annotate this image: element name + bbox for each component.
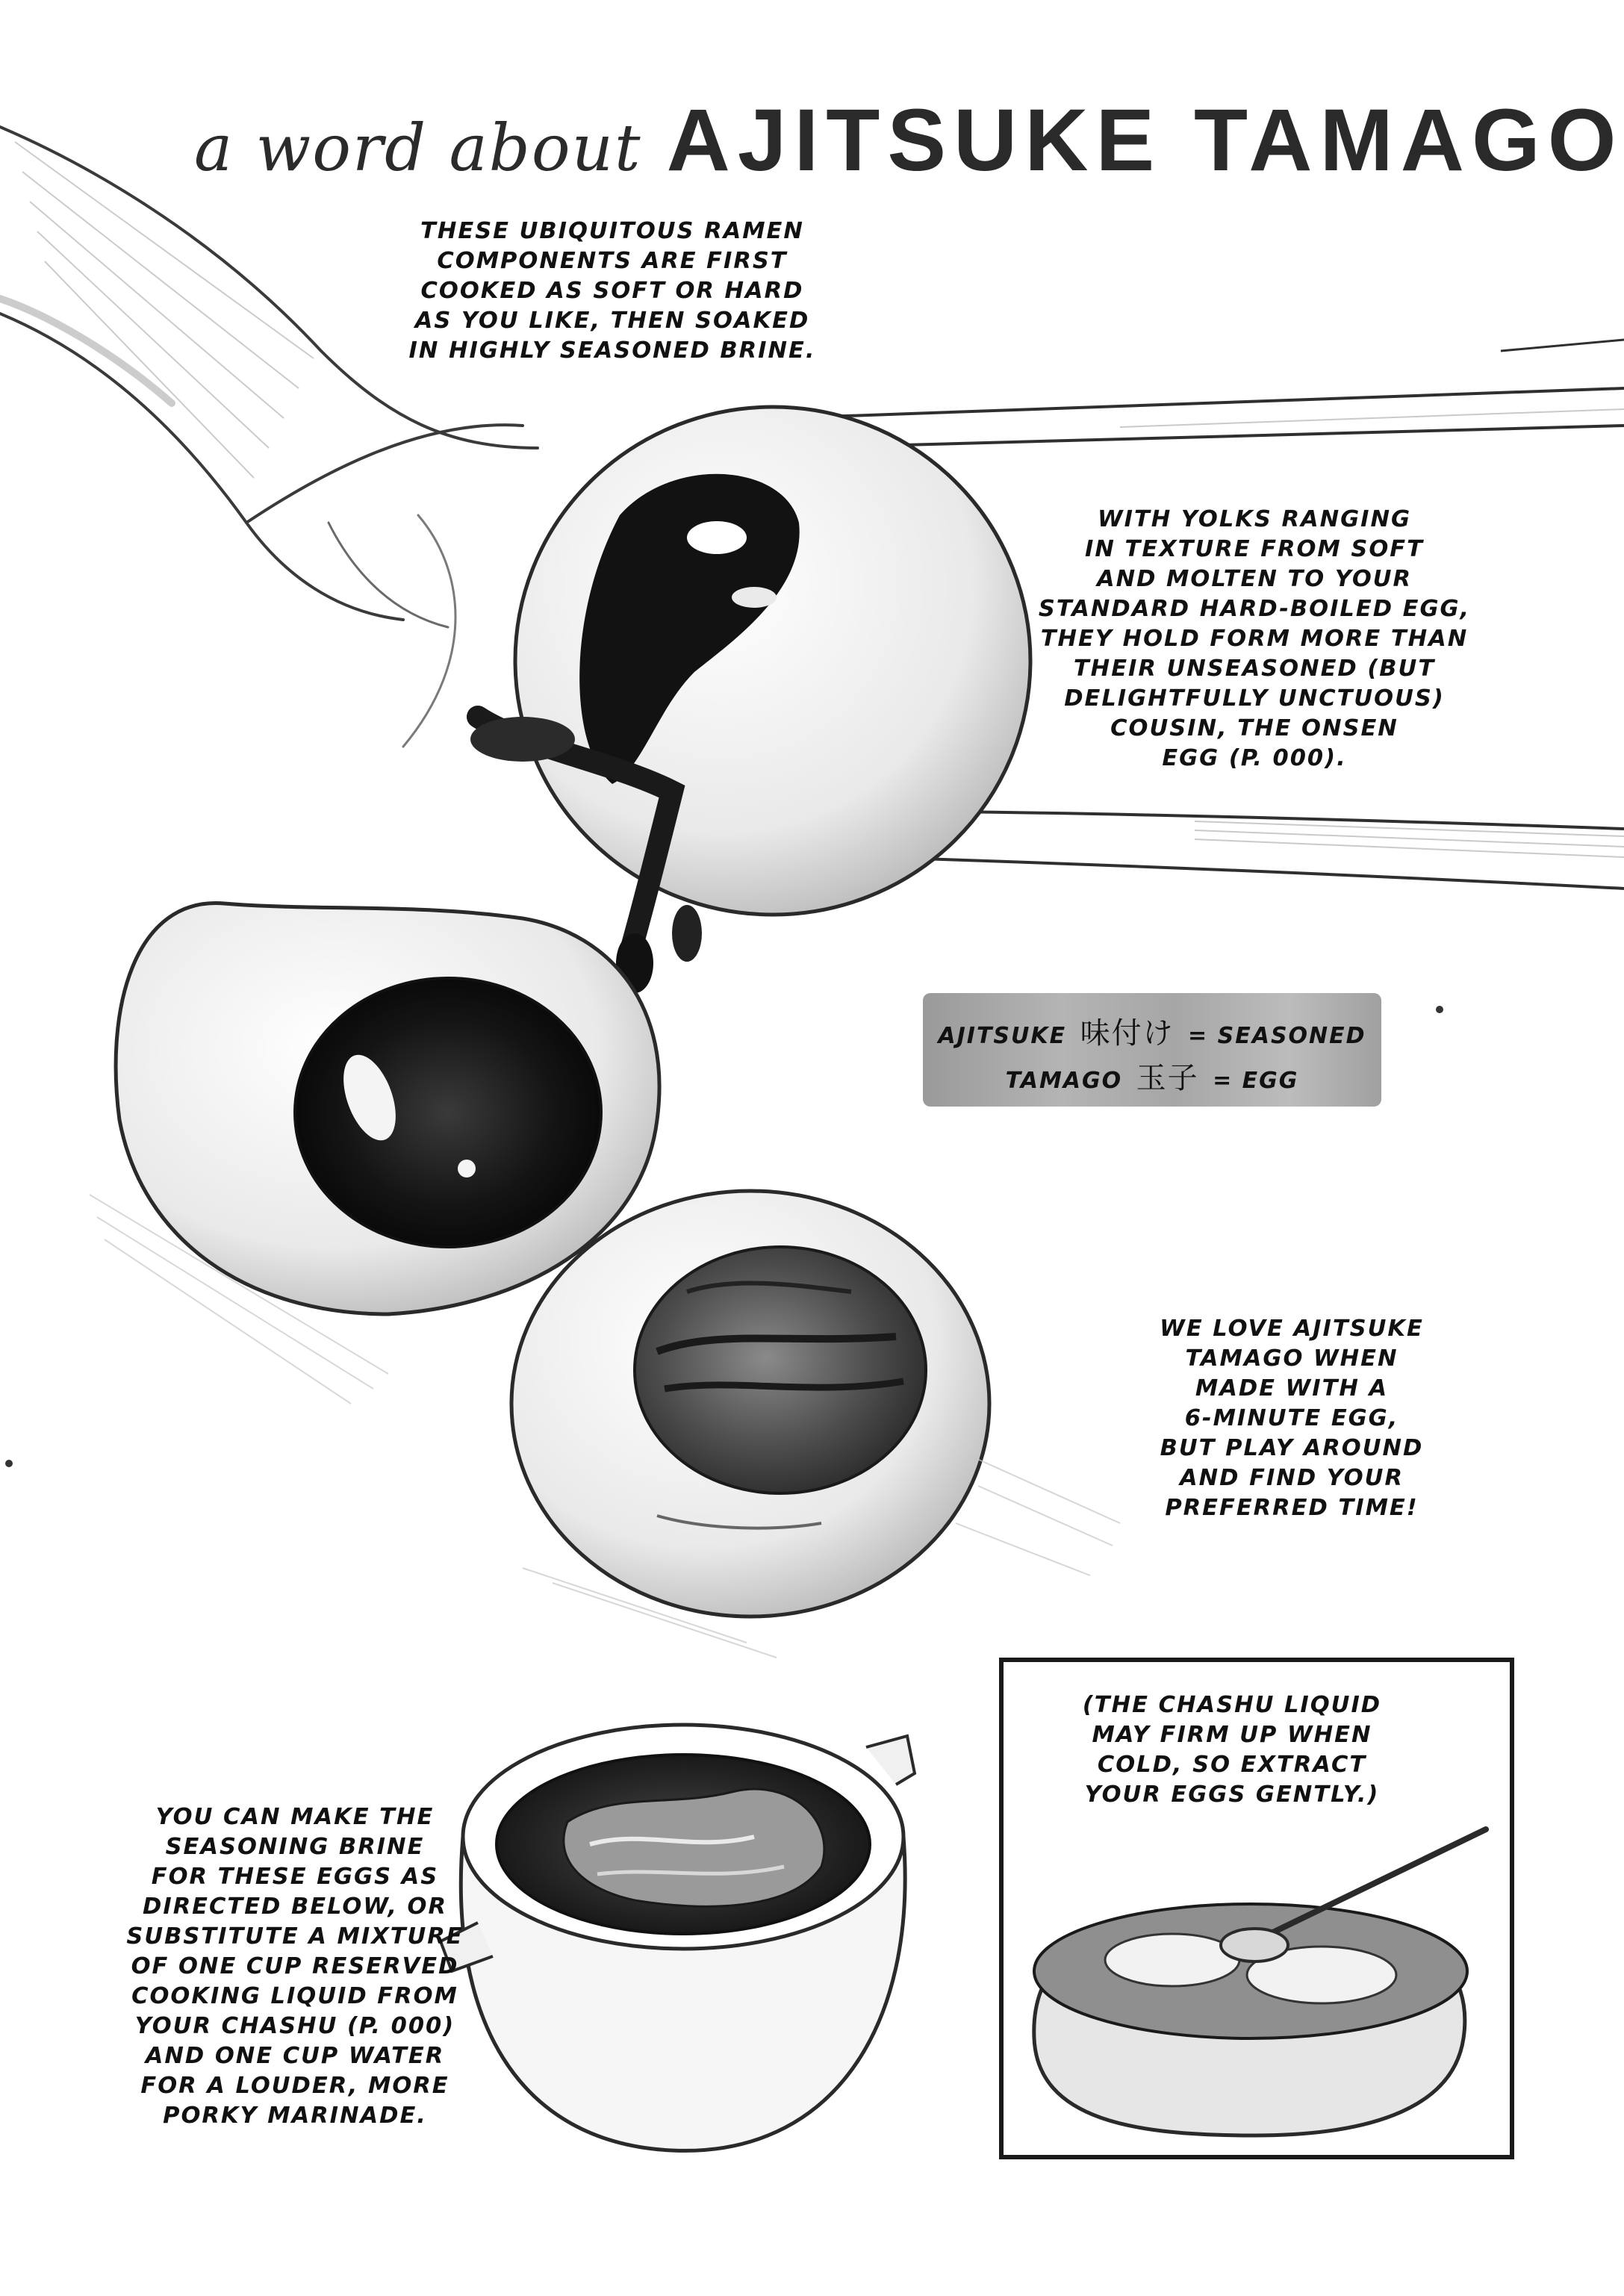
note-line: YOUR CHASHU (P. 000) (134, 2013, 455, 2039)
glossary-box (923, 993, 1381, 1107)
halved-egg-center (511, 1191, 989, 1617)
note-line: 6-MINUTE EGG, (1184, 1405, 1399, 1431)
note-line: AND ONE CUP WATER (145, 2043, 445, 2069)
whole-egg (470, 407, 1030, 993)
note-line: COMPONENTS ARE FIRST (437, 248, 788, 274)
note-line: BUT PLAY AROUND (1160, 1435, 1424, 1461)
note-line: COOKING LIQUID FROM (131, 1983, 458, 2009)
yolk-texture-note (1038, 505, 1471, 774)
note-line: THEIR UNSEASONED (BUT (1073, 656, 1436, 682)
note-line: THESE UBIQUITOUS RAMEN (420, 218, 804, 244)
note-line: OF ONE CUP RESERVED (131, 1953, 459, 1979)
note-line: DELIGHTFULLY UNCTUOUS) (1064, 685, 1445, 712)
glossary-meaning: = SEASONED (1188, 1023, 1366, 1049)
note-line: PREFERRED TIME! (1165, 1495, 1419, 1521)
note-line: YOU CAN MAKE THE (155, 1804, 435, 1830)
note-line: DIRECTED BELOW, OR (143, 1894, 447, 1920)
note-line: STANDARD HARD-BOILED EGG, (1038, 596, 1471, 622)
halved-egg-left (116, 903, 659, 1314)
note-line: THEY HOLD FORM MORE THAN (1040, 626, 1469, 652)
note-line: FOR THESE EGGS AS (151, 1864, 439, 1890)
pencil-mark (1436, 1006, 1443, 1013)
note-line: AND FIND YOUR (1180, 1465, 1404, 1491)
note-line: EGG (P. 000). (1162, 745, 1347, 771)
intro-note (388, 217, 836, 366)
page-title (194, 90, 1624, 217)
note-line: MAY FIRM UP WHEN (1092, 1722, 1372, 1748)
note-line: (THE CHASHU LIQUID (1082, 1692, 1382, 1718)
note-line: WE LOVE AJITSUKE (1160, 1316, 1424, 1342)
note-line: FOR A LOUDER, MORE (140, 2073, 449, 2099)
note-line: AND MOLTEN TO YOUR (1096, 566, 1413, 592)
brine-note (86, 1802, 504, 2131)
glossary-meaning: = EGG (1213, 1068, 1299, 1094)
glossary-word: TAMAGO (1005, 1068, 1123, 1094)
note-line: WITH YOLKS RANGING (1097, 506, 1412, 532)
glossary-entry-tamago (923, 1054, 1381, 1097)
note-line: IN HIGHLY SEASONED BRINE. (408, 337, 816, 364)
pencil-mark (5, 1460, 13, 1467)
note-line: YOUR EGGS GENTLY.) (1084, 1782, 1380, 1808)
glossary-word: AJITSUKE (938, 1023, 1067, 1049)
note-line: COOKED AS SOFT OR HARD (420, 278, 804, 304)
note-line: SUBSTITUTE A MIXTURE (126, 1923, 464, 1950)
chashu-liquid-note (1068, 1690, 1396, 1810)
glossary-kanji: 味付け (1080, 1016, 1175, 1051)
note-line: AS YOU LIKE, THEN SOAKED (414, 308, 810, 334)
glossary-entry-ajitsuke (923, 1009, 1381, 1052)
note-line: SEASONING BRINE (165, 1834, 425, 1860)
timing-note (1150, 1314, 1434, 1523)
note-line: COUSIN, THE ONSEN (1110, 715, 1399, 741)
note-line: IN TEXTURE FROM SOFT (1085, 536, 1424, 562)
glossary-kanji: 玉子 (1136, 1061, 1199, 1095)
note-line: MADE WITH A (1195, 1375, 1389, 1401)
brine-pot (441, 1725, 915, 2150)
note-line: COLD, SO EXTRACT (1097, 1752, 1367, 1778)
note-line: PORKY MARINADE. (163, 2103, 427, 2129)
title-script: a word about (194, 111, 642, 186)
title-main: AJITSUKE TAMAGO (666, 91, 1624, 190)
note-line: TAMAGO WHEN (1185, 1345, 1399, 1372)
